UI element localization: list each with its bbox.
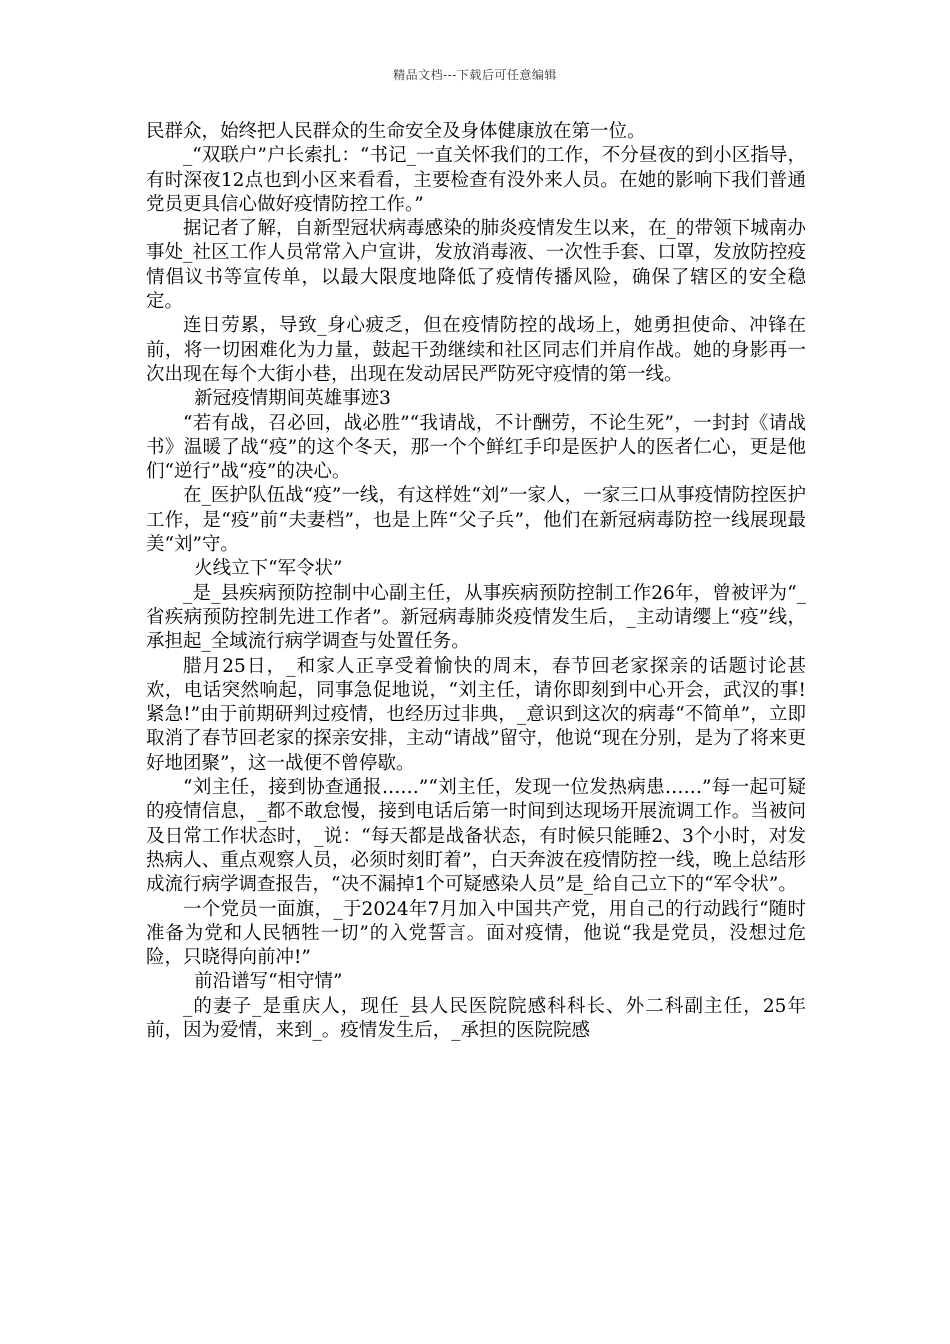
paragraph: _是_县疾病预防控制中心副主任，从事疾病预防控制工作26年，曾被评为“_省疾病预防控制先进工作者”。新冠病毒肺炎疫情发生后，_主动请缨上“疫”线，承担起_全域流行病学调查与处置任务。 [146, 582, 806, 653]
paragraph: “刘主任，接到协查通报……”“刘主任，发现一位发热病患……”每一起可疑的疫情信息，_都不敢怠慢，接到电话后第一时间到达现场开展流调工作。当被问及日常工作状态时，_说：“每天都是战备状态，有时候只能睡2、3个小时，对发热病人、重点观察人员，必须时刻盯着”，白天奔波在疫情防控一线，晚上总结形成流行病学调查报告，“决不漏掉1个可疑感染人员”是_给自己立下的“军令状”。 [146, 777, 806, 896]
paragraph: 连日劳累，导致_身心疲乏，但在疫情防控的战场上，她勇担使命、冲锋在前，将一切困难化为力量，鼓起干劲继续和社区同志们并肩作战。她的身影再一次出现在每个大街小巷，出现在发动居民严防死守疫情的第一线。 [146, 315, 806, 385]
section-heading: 前沿谱写“相守情” [194, 971, 343, 993]
paragraph: 一个党员一面旗，_于2024年7月加入中国共产党，用自己的行动践行“随时准备为党和人民牺牲一切”的入党誓言。面对疫情，他说“我是党员，没想过危险，只晓得向前冲!” [146, 898, 806, 969]
paragraph: 据记者了解，自新型冠状病毒感染的肺炎疫情发生以来，在_的带领下城南办事处_社区工作人员常常入户宣讲，发放消毒液、一次性手套、口罩，发放防控疫情倡议书等宣传单，以最大限度地降低了疫情传播风险，确保了辖区的安全稳定。 [146, 218, 806, 313]
paragraph: _“双联户”户长索扎：“书记_一直关怀我们的工作，不分昼夜的到小区指导，有时深夜12点也到小区来看看，主要检查有没外来人员。在她的影响下我们普通党员更具信心做好疫情防控工作。” [146, 145, 806, 215]
paragraph: 民群众，始终把人民群众的生命安全及身体健康放在第一位。 [146, 121, 646, 142]
paragraph: _的妻子_是重庆人，现任_县人民医院院感科科长、外二科副主任，25年前，因为爱情，来到_。疫情发生后，_承担的医院院感 [146, 995, 806, 1041]
paragraph: 在_医护队伍战“疫”一线，有这样姓“刘”一家人，一家三口从事疫情防控医护工作，是“疫”前“夫妻档”，也是上阵“父子兵”，他们在新冠病毒防控一线展现最美“刘”守。 [146, 485, 806, 556]
paragraph: 腊月25日，_和家人正享受着愉快的周末，春节回老家探亲的话题讨论甚欢，电话突然响起，同事急促地说，“刘主任，请你即刻到中心开会，武汉的事!紧急!”由于前期研判过疫情，也经历过非典，_意识到这次的病毒“不简单”，立即取消了春节回老家的探亲安排，主动“请战”留守，他说“现在分别，是为了将来更好地团聚”，这一战便不曾停歇。 [146, 655, 806, 774]
section-heading: 火线立下“军令状” [194, 558, 343, 580]
document-body [146, 120, 806, 1043]
paragraph: “若有战，召必回，战必胜”“我请战，不计酬劳，不论生死”，一封封《请战书》温暖了战“疫”的这个冬天，那一个个鲜红手印是医护人的医者仁心，更是他们“逆行”战“疫”的决心。 [146, 412, 806, 483]
page-header: 精品文档---下载后可任意编辑 [393, 68, 557, 82]
section-heading: 新冠疫情期间英雄事迹3 [194, 388, 391, 410]
